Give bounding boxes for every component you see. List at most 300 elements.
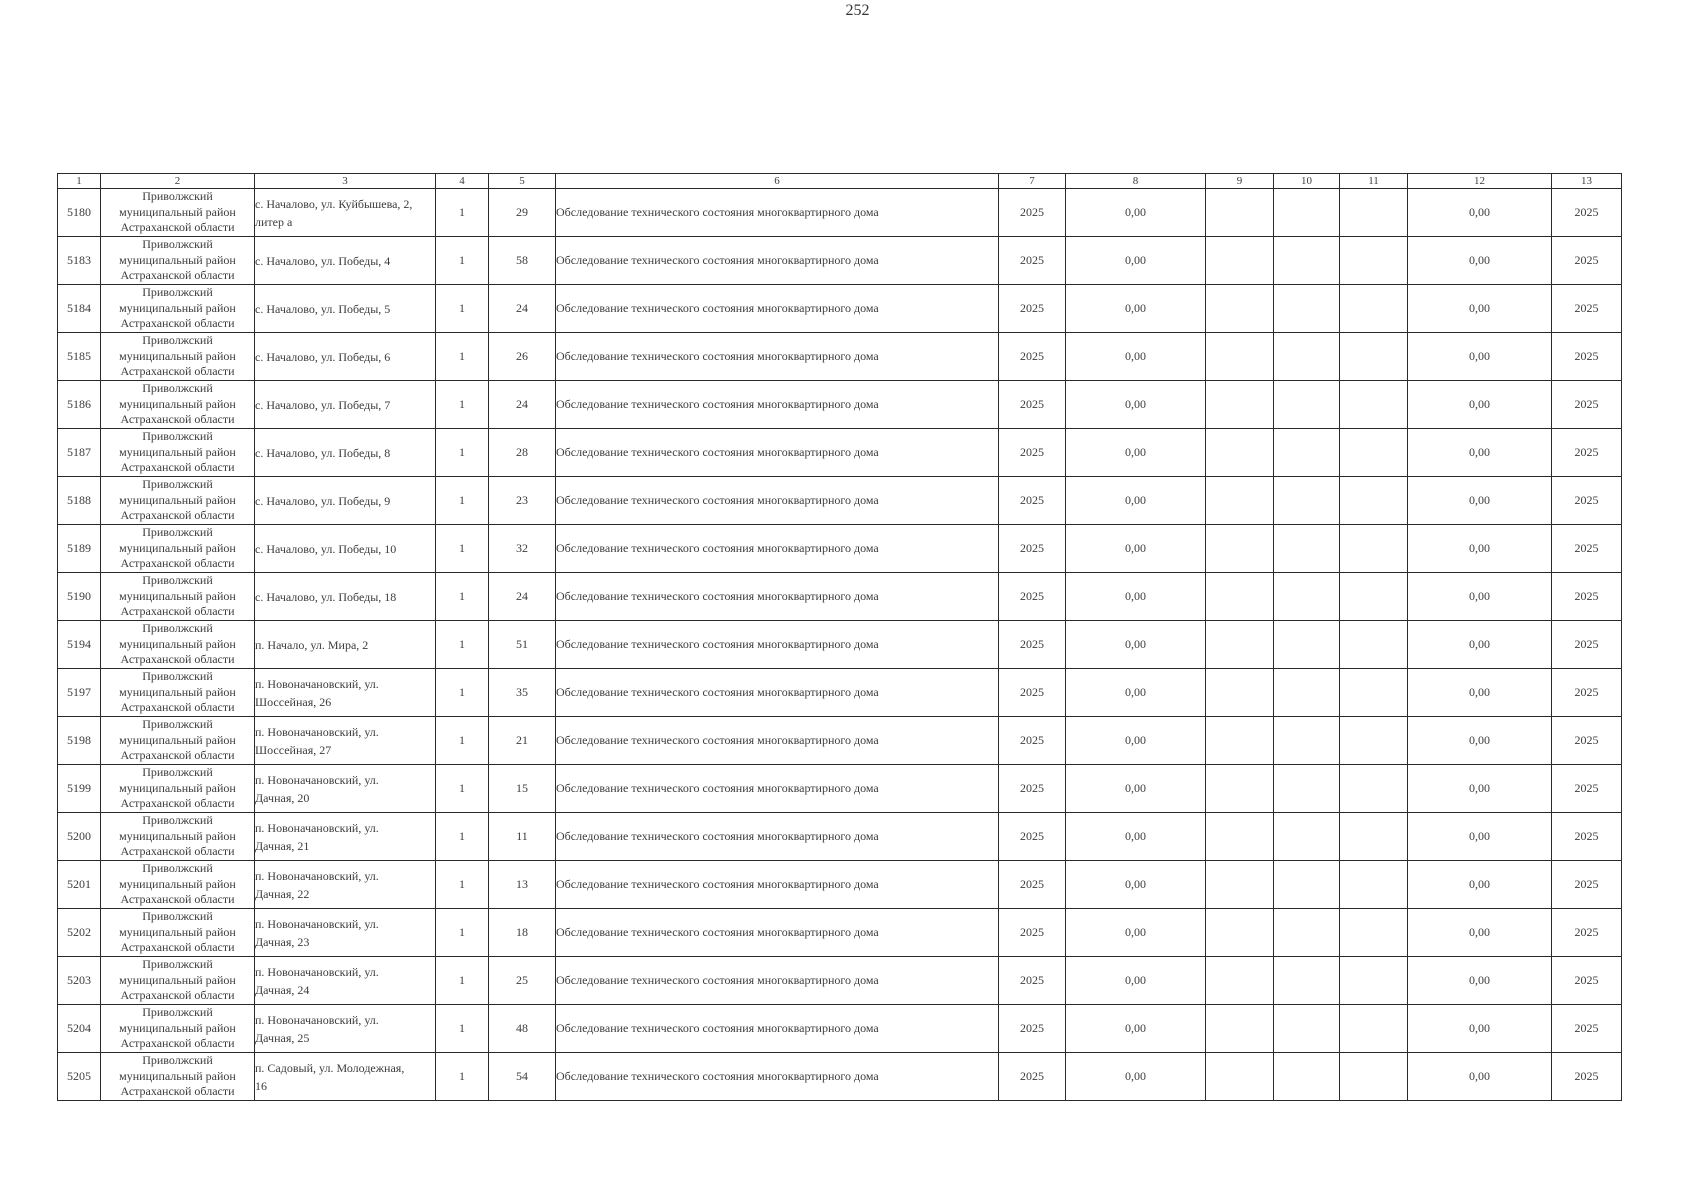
address-cell (255, 1053, 436, 1101)
column-header: 13 (1552, 174, 1622, 189)
address-line: с. Началово, ул. Куйбышева, 2, (255, 196, 413, 211)
column-header: 2 (101, 174, 255, 189)
district-cell (101, 381, 255, 429)
floors-cell: 1 (436, 957, 489, 1005)
end-year-cell: 2025 (1552, 333, 1622, 381)
total-cost-cell: 0,00 (1408, 861, 1552, 909)
row-number-cell: 5200 (58, 813, 101, 861)
district-cell (101, 525, 255, 573)
floors-cell: 1 (436, 669, 489, 717)
column-10-cell (1274, 333, 1340, 381)
address-line: Дачная, 22 (255, 886, 310, 901)
column-header: 7 (999, 174, 1066, 189)
address-cell (255, 717, 436, 765)
district-line: муниципальный район (119, 300, 236, 315)
column-11-cell (1340, 861, 1408, 909)
address-line: Дачная, 21 (255, 838, 310, 853)
row-number-cell: 5180 (58, 189, 101, 237)
floors-cell: 1 (436, 285, 489, 333)
column-11-cell (1340, 333, 1408, 381)
apartments-cell: 54 (489, 1053, 556, 1101)
year-cell: 2025 (999, 237, 1066, 285)
cost-cell: 0,00 (1066, 957, 1206, 1005)
end-year-cell: 2025 (1552, 765, 1622, 813)
district-line: Приволжский (142, 477, 213, 492)
address-line: п. Новоначановский, ул. (255, 964, 379, 979)
district-line: Приволжский (142, 381, 213, 396)
column-10-cell (1274, 1053, 1340, 1101)
district-line: муниципальный район (119, 684, 236, 699)
district-line: муниципальный район (119, 396, 236, 411)
district-line: Приволжский (142, 909, 213, 924)
row-number-cell: 5202 (58, 909, 101, 957)
total-cost-cell: 0,00 (1408, 765, 1552, 813)
total-cost-cell: 0,00 (1408, 909, 1552, 957)
column-10-cell (1274, 525, 1340, 573)
row-number-cell: 5205 (58, 1053, 101, 1101)
district-line: муниципальный район (119, 876, 236, 891)
end-year-cell: 2025 (1552, 573, 1622, 621)
total-cost-cell: 0,00 (1408, 717, 1552, 765)
end-year-cell: 2025 (1552, 477, 1622, 525)
page-number: 252 (845, 2, 870, 19)
work-type-cell: Обследование технического состояния многоквартирного дома (556, 189, 999, 237)
total-cost-cell: 0,00 (1408, 1053, 1552, 1101)
district-line: муниципальный район (119, 1068, 236, 1083)
district-line: Приволжский (142, 333, 213, 348)
cost-cell: 0,00 (1066, 189, 1206, 237)
district-line: Астраханской области (120, 988, 235, 1003)
column-11-cell (1340, 285, 1408, 333)
year-cell: 2025 (999, 333, 1066, 381)
column-9-cell (1206, 429, 1274, 477)
district-line: муниципальный район (119, 444, 236, 459)
year-cell: 2025 (999, 669, 1066, 717)
district-line: Астраханской области (120, 1084, 235, 1099)
column-11-cell (1340, 573, 1408, 621)
district-line: Приволжский (142, 957, 213, 972)
district-cell (101, 429, 255, 477)
column-11-cell (1340, 1005, 1408, 1053)
district-cell (101, 621, 255, 669)
column-11-cell (1340, 717, 1408, 765)
district-line: Приволжский (142, 189, 213, 204)
column-10-cell (1274, 237, 1340, 285)
row-number-cell: 5184 (58, 285, 101, 333)
year-cell: 2025 (999, 861, 1066, 909)
address-line: с. Началово, ул. Победы, 8 (255, 445, 391, 460)
district-line: Приволжский (142, 1053, 213, 1068)
address-line: п. Новоначановский, ул. (255, 772, 379, 787)
year-cell: 2025 (999, 573, 1066, 621)
row-number-cell: 5185 (58, 333, 101, 381)
cost-cell: 0,00 (1066, 813, 1206, 861)
row-number-cell: 5188 (58, 477, 101, 525)
total-cost-cell: 0,00 (1408, 429, 1552, 477)
table-row (58, 1053, 1622, 1101)
column-9-cell (1206, 909, 1274, 957)
work-type-cell: Обследование технического состояния многоквартирного дома (556, 237, 999, 285)
address-line: п. Новоначановский, ул. (255, 868, 379, 883)
table-row (58, 909, 1622, 957)
work-type-cell: Обследование технического состояния многоквартирного дома (556, 765, 999, 813)
district-line: муниципальный район (119, 924, 236, 939)
year-cell: 2025 (999, 381, 1066, 429)
district-cell (101, 861, 255, 909)
apartments-cell: 13 (489, 861, 556, 909)
work-type-cell: Обследование технического состояния многоквартирного дома (556, 381, 999, 429)
district-line: Астраханской области (120, 796, 235, 811)
apartments-cell: 24 (489, 285, 556, 333)
column-10-cell (1274, 621, 1340, 669)
column-10-cell (1274, 573, 1340, 621)
end-year-cell: 2025 (1552, 717, 1622, 765)
district-line: Астраханской области (120, 748, 235, 763)
district-line: Астраханской области (120, 460, 235, 475)
total-cost-cell: 0,00 (1408, 621, 1552, 669)
district-cell (101, 333, 255, 381)
floors-cell: 1 (436, 1053, 489, 1101)
cost-cell: 0,00 (1066, 477, 1206, 525)
work-type-cell: Обследование технического состояния многоквартирного дома (556, 1053, 999, 1101)
total-cost-cell: 0,00 (1408, 285, 1552, 333)
district-line: Астраханской области (120, 1036, 235, 1051)
end-year-cell: 2025 (1552, 1053, 1622, 1101)
cost-cell: 0,00 (1066, 381, 1206, 429)
address-cell (255, 189, 436, 237)
column-9-cell (1206, 861, 1274, 909)
row-number-cell: 5198 (58, 717, 101, 765)
table-row (58, 189, 1622, 237)
floors-cell: 1 (436, 429, 489, 477)
end-year-cell: 2025 (1552, 861, 1622, 909)
overhaul-plan-table (57, 173, 1622, 1101)
apartments-cell: 28 (489, 429, 556, 477)
column-10-cell (1274, 1005, 1340, 1053)
address-line: п. Садовый, ул. Молодежная, (255, 1060, 405, 1075)
table-row (58, 765, 1622, 813)
district-line: Астраханской области (120, 412, 235, 427)
district-line: муниципальный район (119, 348, 236, 363)
district-line: муниципальный район (119, 780, 236, 795)
district-cell (101, 189, 255, 237)
year-cell: 2025 (999, 765, 1066, 813)
address-line: литер а (255, 214, 293, 229)
address-line: Шоссейная, 26 (255, 694, 332, 709)
district-cell (101, 285, 255, 333)
column-10-cell (1274, 669, 1340, 717)
address-cell (255, 573, 436, 621)
table-row (58, 717, 1622, 765)
column-11-cell (1340, 237, 1408, 285)
address-line: с. Началово, ул. Победы, 7 (255, 397, 391, 412)
table-row (58, 957, 1622, 1005)
district-cell (101, 765, 255, 813)
district-line: муниципальный район (119, 636, 236, 651)
column-9-cell (1206, 285, 1274, 333)
district-line: Приволжский (142, 429, 213, 444)
floors-cell: 1 (436, 621, 489, 669)
address-line: с. Началово, ул. Победы, 4 (255, 253, 391, 268)
table-row (58, 237, 1622, 285)
address-line: п. Новоначановский, ул. (255, 916, 379, 931)
district-line: Астраханской области (120, 364, 235, 379)
column-9-cell (1206, 477, 1274, 525)
district-line: Астраханской области (120, 556, 235, 571)
column-10-cell (1274, 189, 1340, 237)
column-9-cell (1206, 525, 1274, 573)
cost-cell: 0,00 (1066, 285, 1206, 333)
address-cell (255, 285, 436, 333)
district-line: Приволжский (142, 813, 213, 828)
cost-cell: 0,00 (1066, 669, 1206, 717)
address-cell (255, 669, 436, 717)
column-9-cell (1206, 957, 1274, 1005)
district-line: Астраханской области (120, 604, 235, 619)
work-type-cell: Обследование технического состояния многоквартирного дома (556, 909, 999, 957)
column-9-cell (1206, 189, 1274, 237)
address-line: п. Новоначановский, ул. (255, 1012, 379, 1027)
address-cell (255, 333, 436, 381)
apartments-cell: 18 (489, 909, 556, 957)
end-year-cell: 2025 (1552, 909, 1622, 957)
floors-cell: 1 (436, 765, 489, 813)
row-number-cell: 5204 (58, 1005, 101, 1053)
apartments-cell: 23 (489, 477, 556, 525)
end-year-cell: 2025 (1552, 189, 1622, 237)
apartments-cell: 32 (489, 525, 556, 573)
apartments-cell: 48 (489, 1005, 556, 1053)
table-row (58, 573, 1622, 621)
district-cell (101, 1005, 255, 1053)
cost-cell: 0,00 (1066, 333, 1206, 381)
district-line: муниципальный район (119, 204, 236, 219)
address-line: с. Началово, ул. Победы, 18 (255, 589, 397, 604)
district-line: муниципальный район (119, 732, 236, 747)
column-9-cell (1206, 717, 1274, 765)
district-cell (101, 237, 255, 285)
district-line: муниципальный район (119, 252, 236, 267)
end-year-cell: 2025 (1552, 669, 1622, 717)
column-11-cell (1340, 669, 1408, 717)
row-number-cell: 5194 (58, 621, 101, 669)
floors-cell: 1 (436, 381, 489, 429)
floors-cell: 1 (436, 477, 489, 525)
district-cell (101, 813, 255, 861)
cost-cell: 0,00 (1066, 573, 1206, 621)
column-11-cell (1340, 189, 1408, 237)
table-row (58, 381, 1622, 429)
column-9-cell (1206, 237, 1274, 285)
cost-cell: 0,00 (1066, 1005, 1206, 1053)
year-cell: 2025 (999, 909, 1066, 957)
end-year-cell: 2025 (1552, 381, 1622, 429)
floors-cell: 1 (436, 861, 489, 909)
district-line: Астраханской области (120, 220, 235, 235)
column-10-cell (1274, 957, 1340, 1005)
table-row (58, 669, 1622, 717)
district-line: Приволжский (142, 861, 213, 876)
district-line: Приволжский (142, 669, 213, 684)
column-11-cell (1340, 621, 1408, 669)
address-line: Дачная, 20 (255, 790, 310, 805)
work-type-cell: Обследование технического состояния многоквартирного дома (556, 717, 999, 765)
district-line: Приволжский (142, 765, 213, 780)
address-line: Шоссейная, 27 (255, 742, 332, 757)
row-number-cell: 5186 (58, 381, 101, 429)
district-line: Приволжский (142, 525, 213, 540)
row-number-cell: 5199 (58, 765, 101, 813)
district-cell (101, 573, 255, 621)
apartments-cell: 15 (489, 765, 556, 813)
district-line: Астраханской области (120, 700, 235, 715)
district-line: муниципальный район (119, 492, 236, 507)
district-line: Астраханской области (120, 844, 235, 859)
district-line: муниципальный район (119, 588, 236, 603)
row-number-cell: 5190 (58, 573, 101, 621)
address-line: п. Новоначановский, ул. (255, 724, 379, 739)
year-cell: 2025 (999, 717, 1066, 765)
district-line: Приволжский (142, 717, 213, 732)
work-type-cell: Обследование технического состояния многоквартирного дома (556, 333, 999, 381)
row-number-cell: 5187 (58, 429, 101, 477)
column-11-cell (1340, 525, 1408, 573)
column-header: 10 (1274, 174, 1340, 189)
column-header: 8 (1066, 174, 1206, 189)
column-header: 1 (58, 174, 101, 189)
column-10-cell (1274, 861, 1340, 909)
cost-cell: 0,00 (1066, 237, 1206, 285)
apartments-cell: 26 (489, 333, 556, 381)
column-10-cell (1274, 285, 1340, 333)
year-cell: 2025 (999, 957, 1066, 1005)
apartments-cell: 25 (489, 957, 556, 1005)
column-header: 3 (255, 174, 436, 189)
district-cell (101, 909, 255, 957)
district-line: Астраханской области (120, 316, 235, 331)
table-body (58, 189, 1622, 1101)
work-type-cell: Обследование технического состояния многоквартирного дома (556, 621, 999, 669)
work-type-cell: Обследование технического состояния многоквартирного дома (556, 573, 999, 621)
district-line: Приволжский (142, 573, 213, 588)
cost-cell: 0,00 (1066, 765, 1206, 813)
apartments-cell: 11 (489, 813, 556, 861)
apartments-cell: 24 (489, 573, 556, 621)
cost-cell: 0,00 (1066, 525, 1206, 573)
work-type-cell: Обследование технического состояния многоквартирного дома (556, 525, 999, 573)
column-10-cell (1274, 429, 1340, 477)
column-9-cell (1206, 669, 1274, 717)
total-cost-cell: 0,00 (1408, 573, 1552, 621)
district-line: муниципальный район (119, 828, 236, 843)
district-cell (101, 477, 255, 525)
district-line: муниципальный район (119, 540, 236, 555)
address-line: с. Началово, ул. Победы, 5 (255, 301, 391, 316)
apartments-cell: 24 (489, 381, 556, 429)
end-year-cell: 2025 (1552, 1005, 1622, 1053)
district-line: Астраханской области (120, 508, 235, 523)
column-10-cell (1274, 909, 1340, 957)
floors-cell: 1 (436, 189, 489, 237)
address-line: 16 (255, 1078, 267, 1093)
district-line: Астраханской области (120, 892, 235, 907)
column-10-cell (1274, 765, 1340, 813)
column-header: 6 (556, 174, 999, 189)
address-line: с. Началово, ул. Победы, 6 (255, 349, 391, 364)
work-type-cell: Обследование технического состояния многоквартирного дома (556, 669, 999, 717)
column-10-cell (1274, 381, 1340, 429)
cost-cell: 0,00 (1066, 621, 1206, 669)
address-cell (255, 429, 436, 477)
column-10-cell (1274, 813, 1340, 861)
address-line: п. Новоначановский, ул. (255, 820, 379, 835)
total-cost-cell: 0,00 (1408, 957, 1552, 1005)
apartments-cell: 21 (489, 717, 556, 765)
column-9-cell (1206, 765, 1274, 813)
total-cost-cell: 0,00 (1408, 237, 1552, 285)
column-10-cell (1274, 717, 1340, 765)
table-row (58, 285, 1622, 333)
row-number-cell: 5203 (58, 957, 101, 1005)
address-cell (255, 813, 436, 861)
column-11-cell (1340, 813, 1408, 861)
district-line: Астраханской области (120, 940, 235, 955)
address-cell (255, 957, 436, 1005)
district-cell (101, 1053, 255, 1101)
floors-cell: 1 (436, 909, 489, 957)
column-11-cell (1340, 477, 1408, 525)
district-cell (101, 717, 255, 765)
table-row (58, 477, 1622, 525)
column-9-cell (1206, 813, 1274, 861)
address-line: п. Начало, ул. Мира, 2 (255, 637, 369, 652)
address-line: Дачная, 24 (255, 982, 310, 997)
district-line: Приволжский (142, 237, 213, 252)
address-cell (255, 1005, 436, 1053)
address-cell (255, 909, 436, 957)
column-11-cell (1340, 429, 1408, 477)
table-row (58, 813, 1622, 861)
column-10-cell (1274, 477, 1340, 525)
work-type-cell: Обследование технического состояния многоквартирного дома (556, 861, 999, 909)
year-cell: 2025 (999, 621, 1066, 669)
column-11-cell (1340, 381, 1408, 429)
column-9-cell (1206, 621, 1274, 669)
work-type-cell: Обследование технического состояния многоквартирного дома (556, 957, 999, 1005)
district-cell (101, 957, 255, 1005)
row-number-cell: 5189 (58, 525, 101, 573)
end-year-cell: 2025 (1552, 285, 1622, 333)
work-type-cell: Обследование технического состояния многоквартирного дома (556, 285, 999, 333)
work-type-cell: Обследование технического состояния многоквартирного дома (556, 429, 999, 477)
address-cell (255, 381, 436, 429)
work-type-cell: Обследование технического состояния многоквартирного дома (556, 477, 999, 525)
column-11-cell (1340, 957, 1408, 1005)
floors-cell: 1 (436, 1005, 489, 1053)
table-row (58, 1005, 1622, 1053)
district-line: Приволжский (142, 621, 213, 636)
end-year-cell: 2025 (1552, 429, 1622, 477)
end-year-cell: 2025 (1552, 621, 1622, 669)
cost-cell: 0,00 (1066, 1053, 1206, 1101)
row-number-cell: 5197 (58, 669, 101, 717)
year-cell: 2025 (999, 429, 1066, 477)
column-header: 11 (1340, 174, 1408, 189)
end-year-cell: 2025 (1552, 525, 1622, 573)
district-line: муниципальный район (119, 1020, 236, 1035)
row-number-cell: 5201 (58, 861, 101, 909)
address-line: п. Новоначановский, ул. (255, 676, 379, 691)
